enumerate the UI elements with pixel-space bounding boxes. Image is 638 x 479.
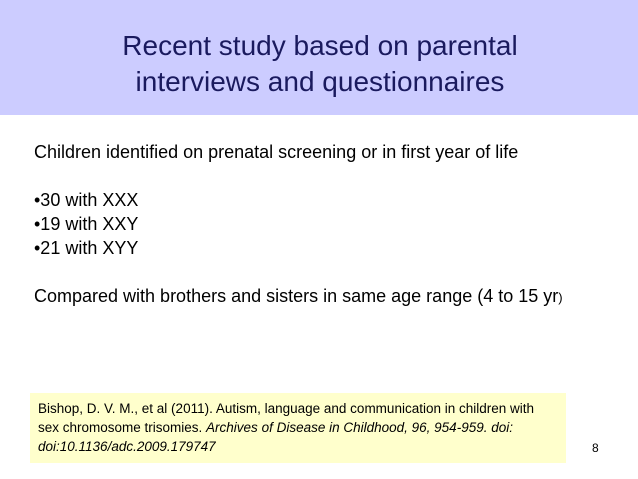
spacer — [34, 260, 594, 284]
comparison-close-paren: ) — [558, 290, 563, 305]
slide-title — [60, 28, 580, 100]
comparison-text — [34, 284, 594, 310]
title-band — [0, 0, 638, 115]
slide-title-line-1: Recent study based on parental — [122, 30, 518, 61]
bullet-xxy: •19 with XXY — [34, 214, 139, 234]
intro-text: Children identified on prenatal screening or in first year of life — [34, 142, 519, 162]
comparison-main: Compared with brothers and sisters in same age range (4 to 15 yr — [34, 286, 559, 306]
citation-box — [30, 393, 566, 463]
bullet-xxx: •30 with XXX — [34, 190, 139, 210]
citation-authors: Bishop, D. V. M., et al (2011). Autism, language and communication in children with sex chromosome trisomies. — [38, 401, 535, 435]
page-number: 8 — [592, 441, 599, 455]
slide-body — [34, 140, 594, 310]
slide-title-line-2: interviews and questionnaires — [135, 66, 505, 97]
citation-journal: Archives of Disease in Childhood, 96, 954-959. doi: doi:10.1136/adc.2009.179747 — [38, 420, 513, 454]
bullet-xyy: •21 with XYY — [34, 238, 139, 258]
spacer — [34, 164, 594, 188]
